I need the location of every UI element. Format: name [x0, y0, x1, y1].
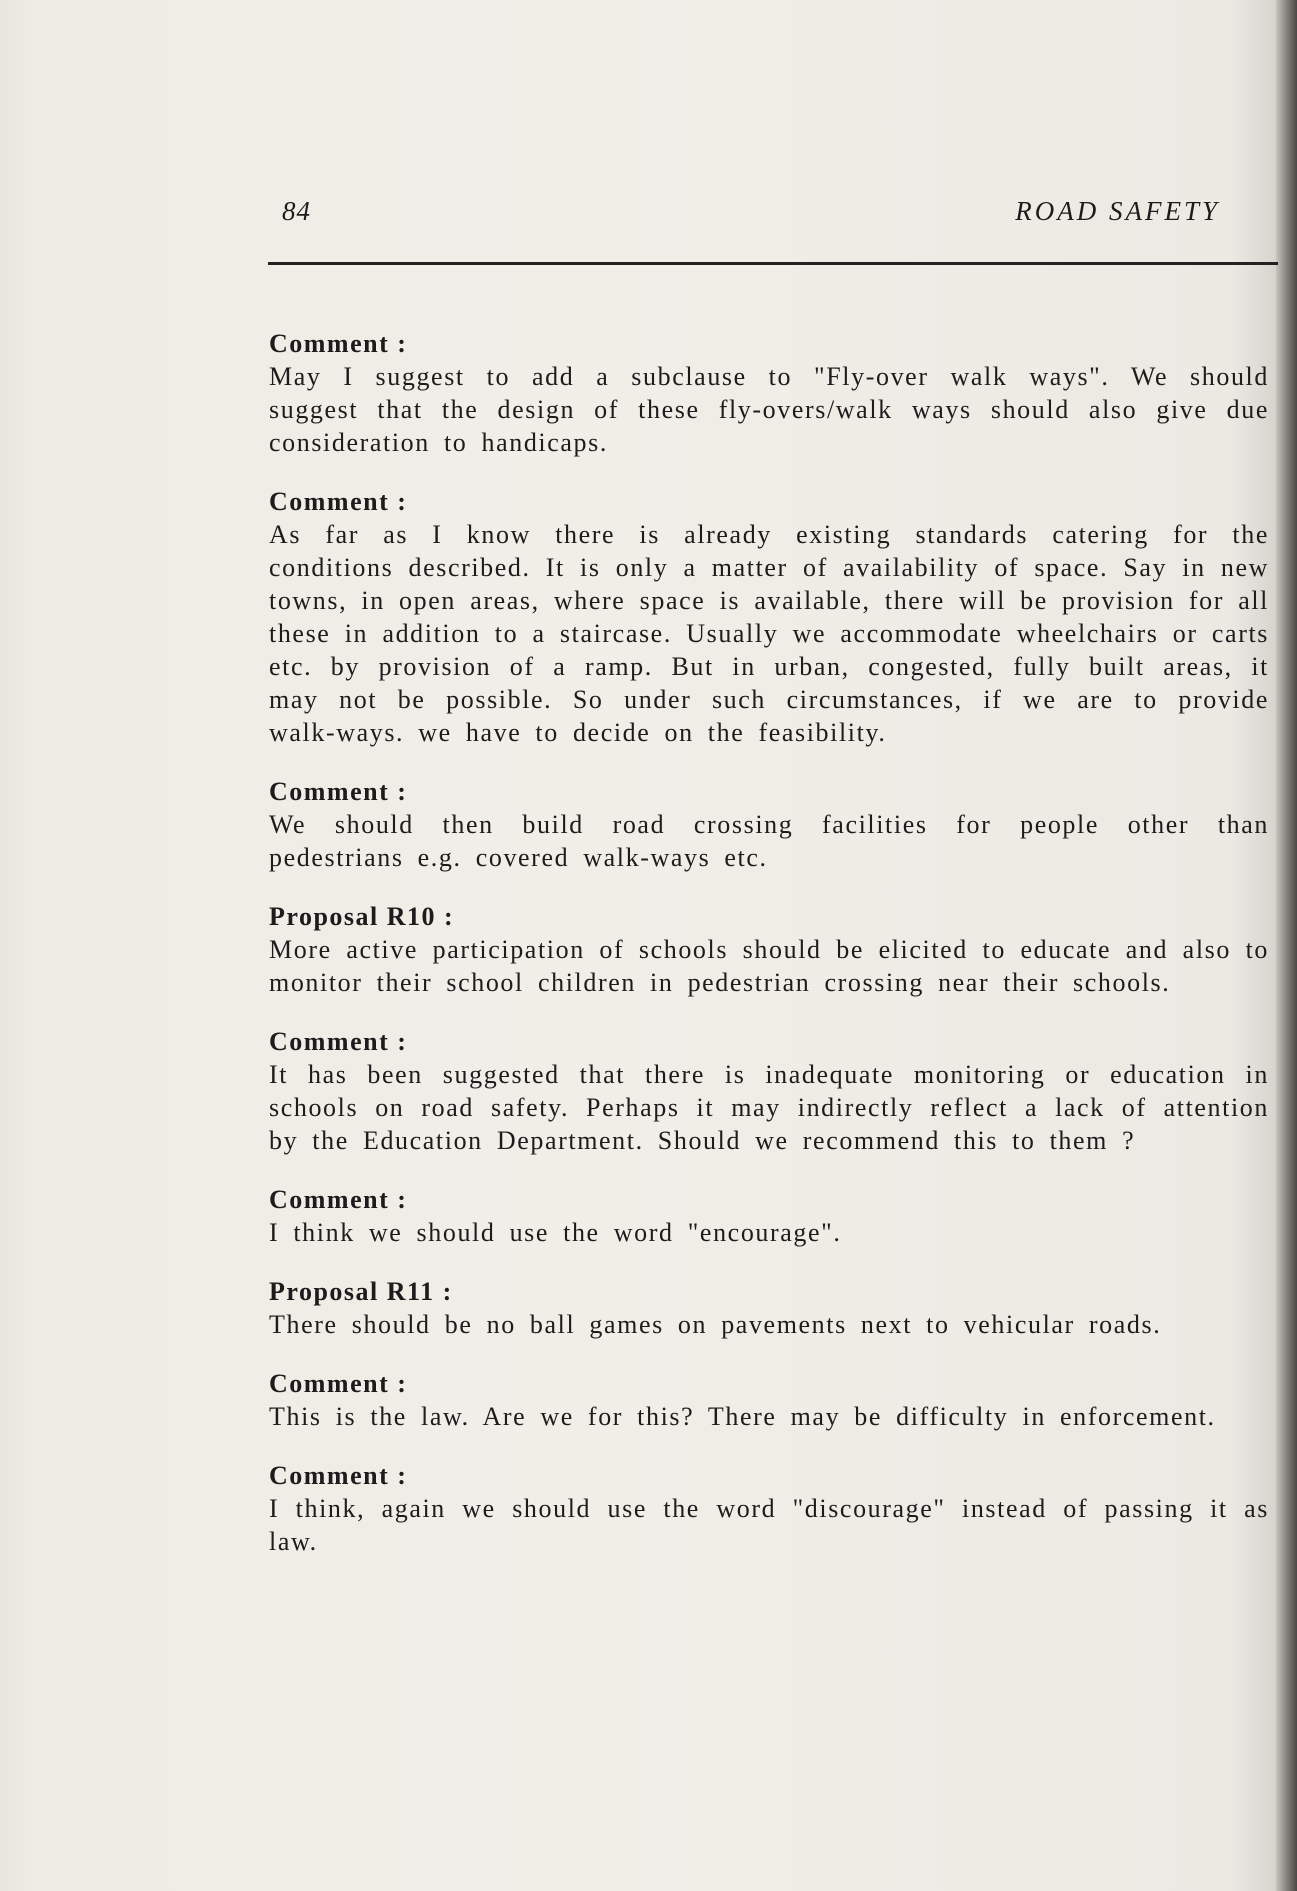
comment-heading: Comment : [269, 1461, 408, 1490]
binding-shadow [1276, 0, 1297, 1891]
comment-block [269, 1183, 1269, 1249]
proposal-text: There should be no ball games on pavements next to vehicular roads. [269, 1310, 1162, 1339]
comment-text: May I suggest to add a subclause to "Fly-over walk ways". We should suggest that the design of these fly-overs/walk ways should also give due consideration to handicaps. [269, 362, 1269, 457]
comment-text: It has been suggested that there is inadequate monitoring or education in schools on road safety. Perhaps it may indirectly reflect a lack of attention by the Education Department. Should we recommend this to them ? [269, 1060, 1269, 1155]
comment-heading: Comment : [269, 1185, 408, 1214]
comment-heading: Comment : [269, 329, 408, 358]
proposal-heading: Proposal R11 : [269, 1277, 453, 1306]
running-title: ROAD SAFETY [1015, 196, 1220, 226]
page-number: 84 [282, 196, 311, 226]
comment-block [269, 1459, 1269, 1558]
proposal-block [269, 900, 1269, 999]
comment-block [269, 775, 1269, 874]
page-content [269, 327, 1269, 1584]
comment-text: As far as I know there is already existing standards catering for the conditions described. It is only a matter of availability of space. Say in new towns, in open areas, where space is available, there will be provision for all these in addition to a staircase. Usually we accommodate wheelchairs or carts etc. by provision of a ramp. But in urban, congested, fully built areas, it may not be possible. So under such circumstances, if we are to provide walk-ways. we have to decide on the feasibility. [269, 520, 1269, 747]
comment-heading: Comment : [269, 1027, 408, 1056]
comment-block [269, 1367, 1269, 1433]
proposal-text: More active participation of schools should be elicited to educate and also to monitor their school children in pedestrian crossing near their schools. [269, 935, 1269, 997]
comment-text: We should then build road crossing facilities for people other than pedestrians e.g. covered walk-ways etc. [269, 810, 1269, 872]
header-rule [268, 262, 1278, 265]
comment-heading: Comment : [269, 1369, 408, 1398]
proposal-heading: Proposal R10 : [269, 902, 455, 931]
comment-text: I think we should use the word "encourage". [269, 1218, 842, 1247]
page-header [270, 196, 1220, 232]
comment-heading: Comment : [269, 777, 408, 806]
comment-block [269, 327, 1269, 459]
comment-block [269, 485, 1269, 749]
comment-text: I think, again we should use the word "discourage" instead of passing it as law. [269, 1494, 1269, 1556]
comment-block [269, 1025, 1269, 1157]
proposal-block [269, 1275, 1269, 1341]
comment-text: This is the law. Are we for this? There may be difficulty in enforcement. [269, 1402, 1216, 1431]
comment-heading: Comment : [269, 487, 408, 516]
